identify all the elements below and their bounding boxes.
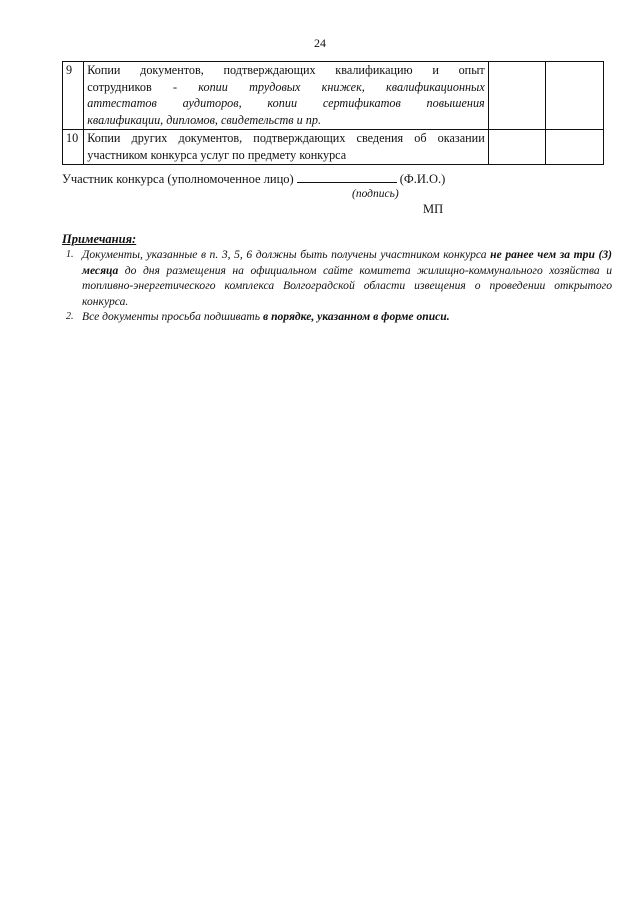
description-line: участником конкурса услуг по предмету конкурса bbox=[87, 147, 347, 162]
signature-blank bbox=[297, 172, 397, 183]
page-number: 24 bbox=[314, 36, 326, 50]
fio-label: (Ф.И.О.) bbox=[399, 172, 446, 186]
row-cell-empty bbox=[488, 130, 546, 165]
row-number: 10 bbox=[63, 130, 84, 165]
description-fragment: сотрудников bbox=[87, 79, 152, 94]
row-cell-empty bbox=[546, 62, 604, 130]
stamp-label: МП bbox=[423, 202, 444, 216]
description-line: Копии документов, подтверждающих квалификацию и опыт bbox=[87, 63, 485, 77]
note-text: Документы, указанные в п. 3, 5, 6 должны быть получены участником конкурса bbox=[82, 248, 491, 261]
row-description bbox=[84, 62, 488, 130]
row-description bbox=[84, 130, 488, 165]
note-emphasis: в порядке, указанном в форме описи. bbox=[262, 310, 450, 323]
description-line bbox=[87, 79, 484, 96]
note-item bbox=[62, 309, 612, 325]
note-marker: 1. bbox=[66, 249, 74, 260]
table-row bbox=[63, 62, 604, 130]
signature-label: Участник конкурса (уполномоченное лицо) bbox=[62, 172, 294, 186]
description-fragment: копии трудовых книжек, квалификационных bbox=[198, 79, 485, 94]
note-text: Все документы просьба подшивать bbox=[82, 310, 263, 323]
description-line: квалификации, дипломов, свидетельств и пр. bbox=[87, 112, 322, 127]
note-text: до дня размещения на официальном сайте комитета жилищно-коммунального хозяйства и топливно-энергетического комплекса Волгоградской области извещения о проведении открытого конкурса. bbox=[82, 263, 612, 308]
signature-caption: (подпись) bbox=[352, 188, 399, 200]
description-line: аттестатов аудиторов, копии сертификатов повышения bbox=[87, 96, 485, 110]
description-dash: - bbox=[172, 79, 178, 94]
row-cell-empty bbox=[488, 62, 546, 130]
notes-title: Примечания: bbox=[62, 232, 137, 246]
signature-line bbox=[62, 172, 445, 187]
row-number: 9 bbox=[63, 62, 84, 130]
table-row bbox=[63, 130, 604, 165]
document-inventory-table bbox=[62, 61, 604, 165]
description-line: Копии других документов, подтверждающих сведения об оказании bbox=[87, 131, 485, 145]
notes-list bbox=[62, 247, 612, 325]
row-cell-empty bbox=[546, 130, 604, 165]
note-item bbox=[62, 247, 612, 309]
note-emphasis: не ранее чем за три (3) месяца bbox=[82, 248, 612, 277]
note-marker: 2. bbox=[66, 311, 74, 322]
